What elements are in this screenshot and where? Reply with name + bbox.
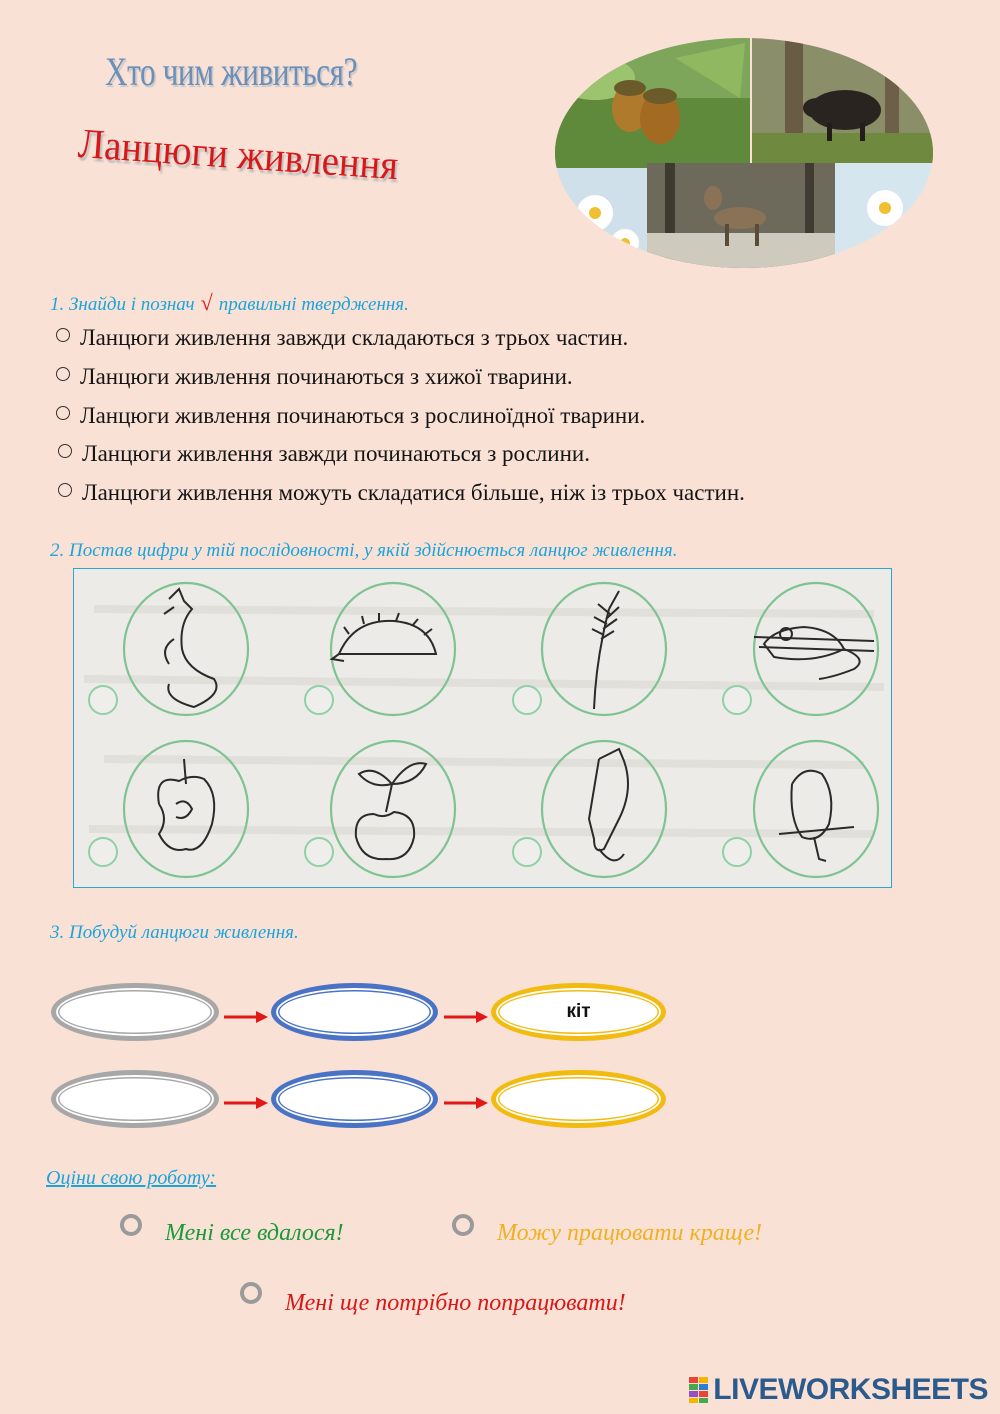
task1-heading-prefix: 1. Знайди і познач <box>50 294 195 315</box>
radio-circle-icon[interactable] <box>56 367 70 381</box>
arrow-right-icon <box>444 1010 488 1024</box>
task1-heading-suffix: правильні твердження. <box>218 294 409 315</box>
check-mark-icon: √ <box>200 290 213 315</box>
number-input-1[interactable] <box>88 685 118 715</box>
radio-circle-icon[interactable] <box>56 328 70 342</box>
number-input-4[interactable] <box>722 685 752 715</box>
task2-heading: 2. Постав цифри у тій послідовності, у якій здійснюється ланцюг живлення. <box>50 540 678 561</box>
radio-circle-icon[interactable] <box>56 406 70 420</box>
statement-text: Ланцюги живлення завжди починаються з рослини. <box>82 441 590 466</box>
worksheet-title: Хто чим живиться? <box>105 49 358 94</box>
number-input-7[interactable] <box>512 837 542 867</box>
liveworksheets-logo <box>689 1373 988 1407</box>
task3-heading: 3. Побудуй ланцюги живлення. <box>50 922 299 943</box>
arrow-right-icon <box>224 1010 268 1024</box>
chain2-input-1[interactable] <box>51 1070 219 1128</box>
statement-text: Ланцюги живлення починаються з рослиноїдної тварини. <box>80 403 646 428</box>
logo-text: LIVEWORKSHEETS <box>713 1373 988 1406</box>
assessment-option-1: Мені все вдалося! <box>165 1220 344 1246</box>
task1-heading <box>50 290 409 316</box>
chain1-input-1[interactable] <box>51 983 219 1041</box>
food-chain-pictures <box>73 568 892 888</box>
number-input-2[interactable] <box>304 685 334 715</box>
chain2-input-3[interactable] <box>491 1070 666 1128</box>
number-input-3[interactable] <box>512 685 542 715</box>
statement-text: Ланцюги живлення завжди складаються з трьох частин. <box>80 325 629 350</box>
statement-4[interactable] <box>58 441 590 467</box>
liveworksheets-logo-icon <box>689 1377 709 1403</box>
chain1-input-2[interactable] <box>271 983 438 1041</box>
arrow-right-icon <box>444 1096 488 1110</box>
statement-text: Ланцюги живлення можуть складатися більше, ніж із трьох частин. <box>82 480 745 505</box>
arrow-right-icon <box>224 1096 268 1110</box>
photo-collage <box>555 38 933 268</box>
radio-circle-icon[interactable] <box>58 483 72 497</box>
statement-3[interactable] <box>56 403 645 429</box>
number-input-8[interactable] <box>722 837 752 867</box>
statement-5[interactable] <box>58 480 745 506</box>
assessment-radio-2[interactable] <box>452 1214 474 1236</box>
number-input-6[interactable] <box>304 837 334 867</box>
number-input-5[interactable] <box>88 837 118 867</box>
worksheet-subtitle: Ланцюги живлення <box>76 120 400 190</box>
chain2-input-2[interactable] <box>271 1070 438 1128</box>
assessment-option-3: Мені ще потрібно попрацювати! <box>285 1290 626 1316</box>
statement-1[interactable] <box>56 325 628 351</box>
statement-text: Ланцюги живлення починаються з хижої тварини. <box>80 364 573 389</box>
assessment-option-2: Можу працювати краще! <box>497 1220 763 1246</box>
chain1-input-3[interactable]: кіт <box>491 983 666 1041</box>
assessment-heading: Оціни свою роботу: <box>46 1167 217 1189</box>
assessment-radio-1[interactable] <box>120 1214 142 1236</box>
radio-circle-icon[interactable] <box>58 444 72 458</box>
assessment-radio-3[interactable] <box>240 1282 262 1304</box>
statement-2[interactable] <box>56 364 573 390</box>
